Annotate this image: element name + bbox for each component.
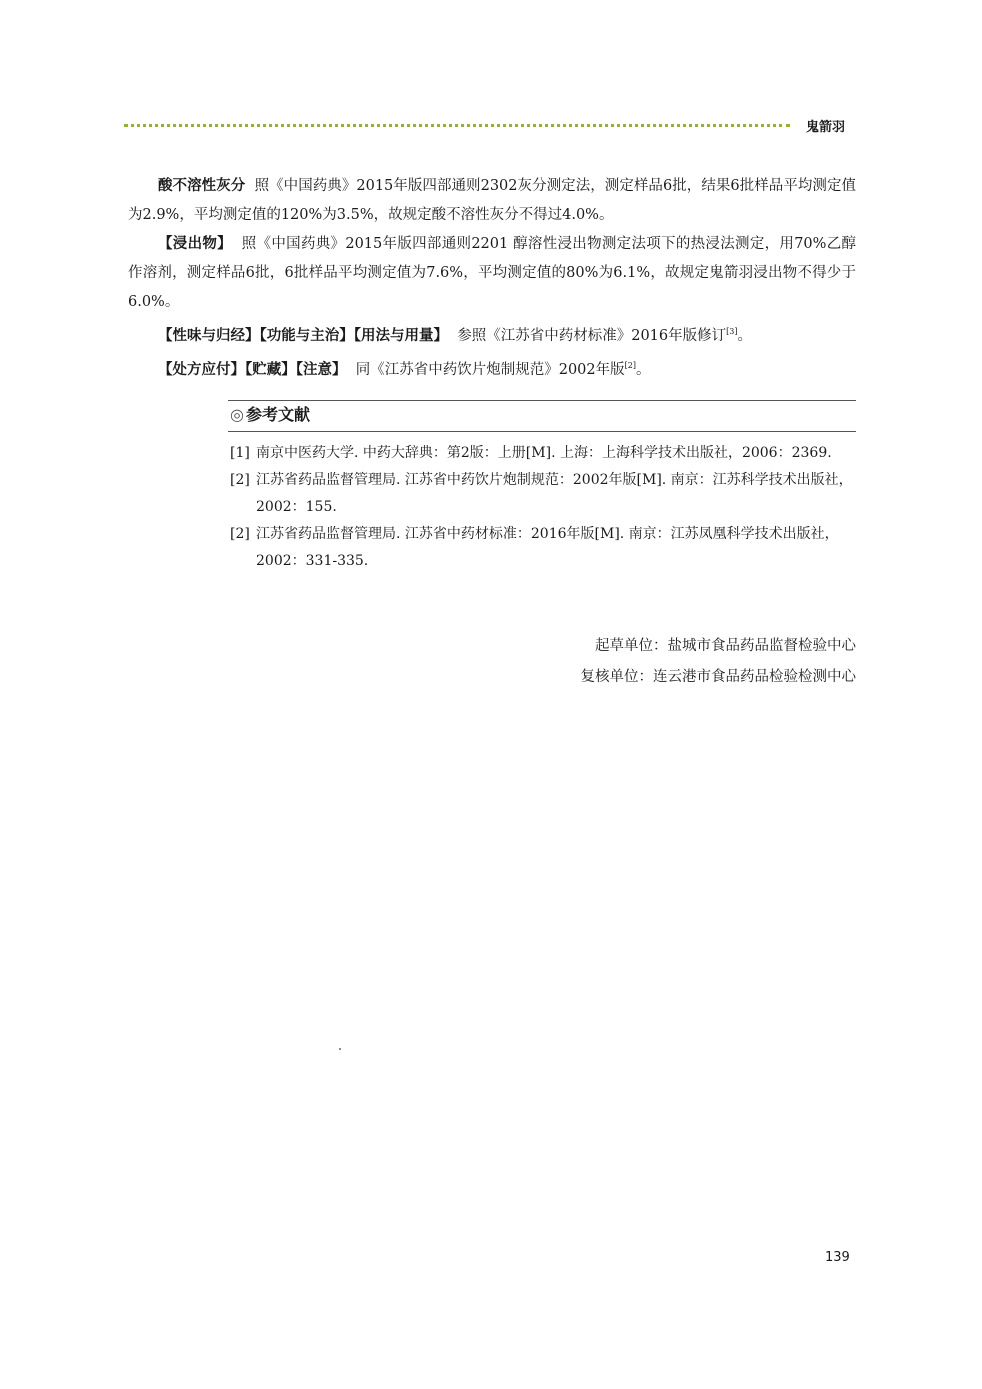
paragraph-tail: 。: [635, 361, 651, 378]
references-title: 参考文献: [245, 405, 310, 424]
reference-item: [228, 467, 856, 521]
drafting-unit: 起草单位：盐城市食品药品监督检验中心: [595, 638, 856, 654]
section-label: 酸不溶性灰分: [158, 178, 246, 194]
paragraph-acid-insoluble-ash: [128, 172, 856, 230]
references-section: [228, 400, 856, 575]
reference-text: 南京中医药大学. 中药大辞典：第2版：上册[M]. 上海：上海科学技术出版社，2006：2369.: [256, 445, 832, 461]
citation-ref: [3]: [726, 327, 738, 336]
section-label: 【浸出物】: [158, 236, 232, 252]
citation-ref: [2]: [624, 360, 636, 370]
paragraph-properties: [128, 317, 856, 351]
reference-number: [2]: [230, 472, 250, 488]
body-text: [128, 172, 856, 385]
paragraph-tail: 。: [737, 327, 752, 344]
reference-text: 江苏省药品监督管理局. 江苏省中药饮片炮制规范：2002年版[M]. 南京：江苏科学技术出版社，2002：155.: [256, 472, 853, 515]
reference-number: [2]: [230, 526, 250, 542]
paragraph-text: 参照《江苏省中药材标准》2016年版修订: [457, 327, 727, 344]
reference-item: [228, 521, 856, 575]
header-dotted-rule: [124, 124, 790, 127]
section-label: 【处方应付】【贮藏】【注意】: [158, 361, 347, 378]
paragraph-text: 照《中国药典》2015年版四部通则2201 醇溶性浸出物测定法项下的热浸法测定，用70%乙醇作溶剂，测定样品6批，6批样品平均测定值为7.6%，平均测定值的80%为6.1%，故规定鬼箭羽浸出物不得少于6.0%。: [128, 236, 857, 310]
paragraph-dispensing: [128, 351, 856, 385]
double-circle-icon: ◎: [230, 405, 244, 424]
page-number: 139: [825, 1250, 850, 1265]
references-heading: [228, 401, 856, 432]
paragraph-text: 同《江苏省中药饮片炮制规范》2002年版: [355, 361, 625, 378]
running-title: 鬼箭羽: [806, 120, 846, 135]
review-unit: 复核单位：连云港市食品药品检验检测中心: [580, 669, 856, 685]
reference-item: [228, 440, 856, 467]
stray-dot: [339, 1048, 341, 1050]
section-label: 【性味与归经】【功能与主治】【用法与用量】: [158, 327, 448, 344]
reference-number: [1]: [230, 445, 250, 461]
reference-text: 江苏省药品监督管理局. 江苏省中药材标准：2016年版[M]. 南京：江苏凤凰科学技术出版社，2002：331-335.: [256, 526, 839, 569]
paragraph-text: 照《中国药典》2015年版四部通则2302灰分测定法，测定样品6批，结果6批样品平均测定值为2.9%，平均测定值的120%为3.5%，故规定酸不溶性灰分不得过4.0%。: [128, 178, 856, 223]
references-list: [228, 440, 856, 575]
paragraph-extractives: [128, 230, 856, 317]
